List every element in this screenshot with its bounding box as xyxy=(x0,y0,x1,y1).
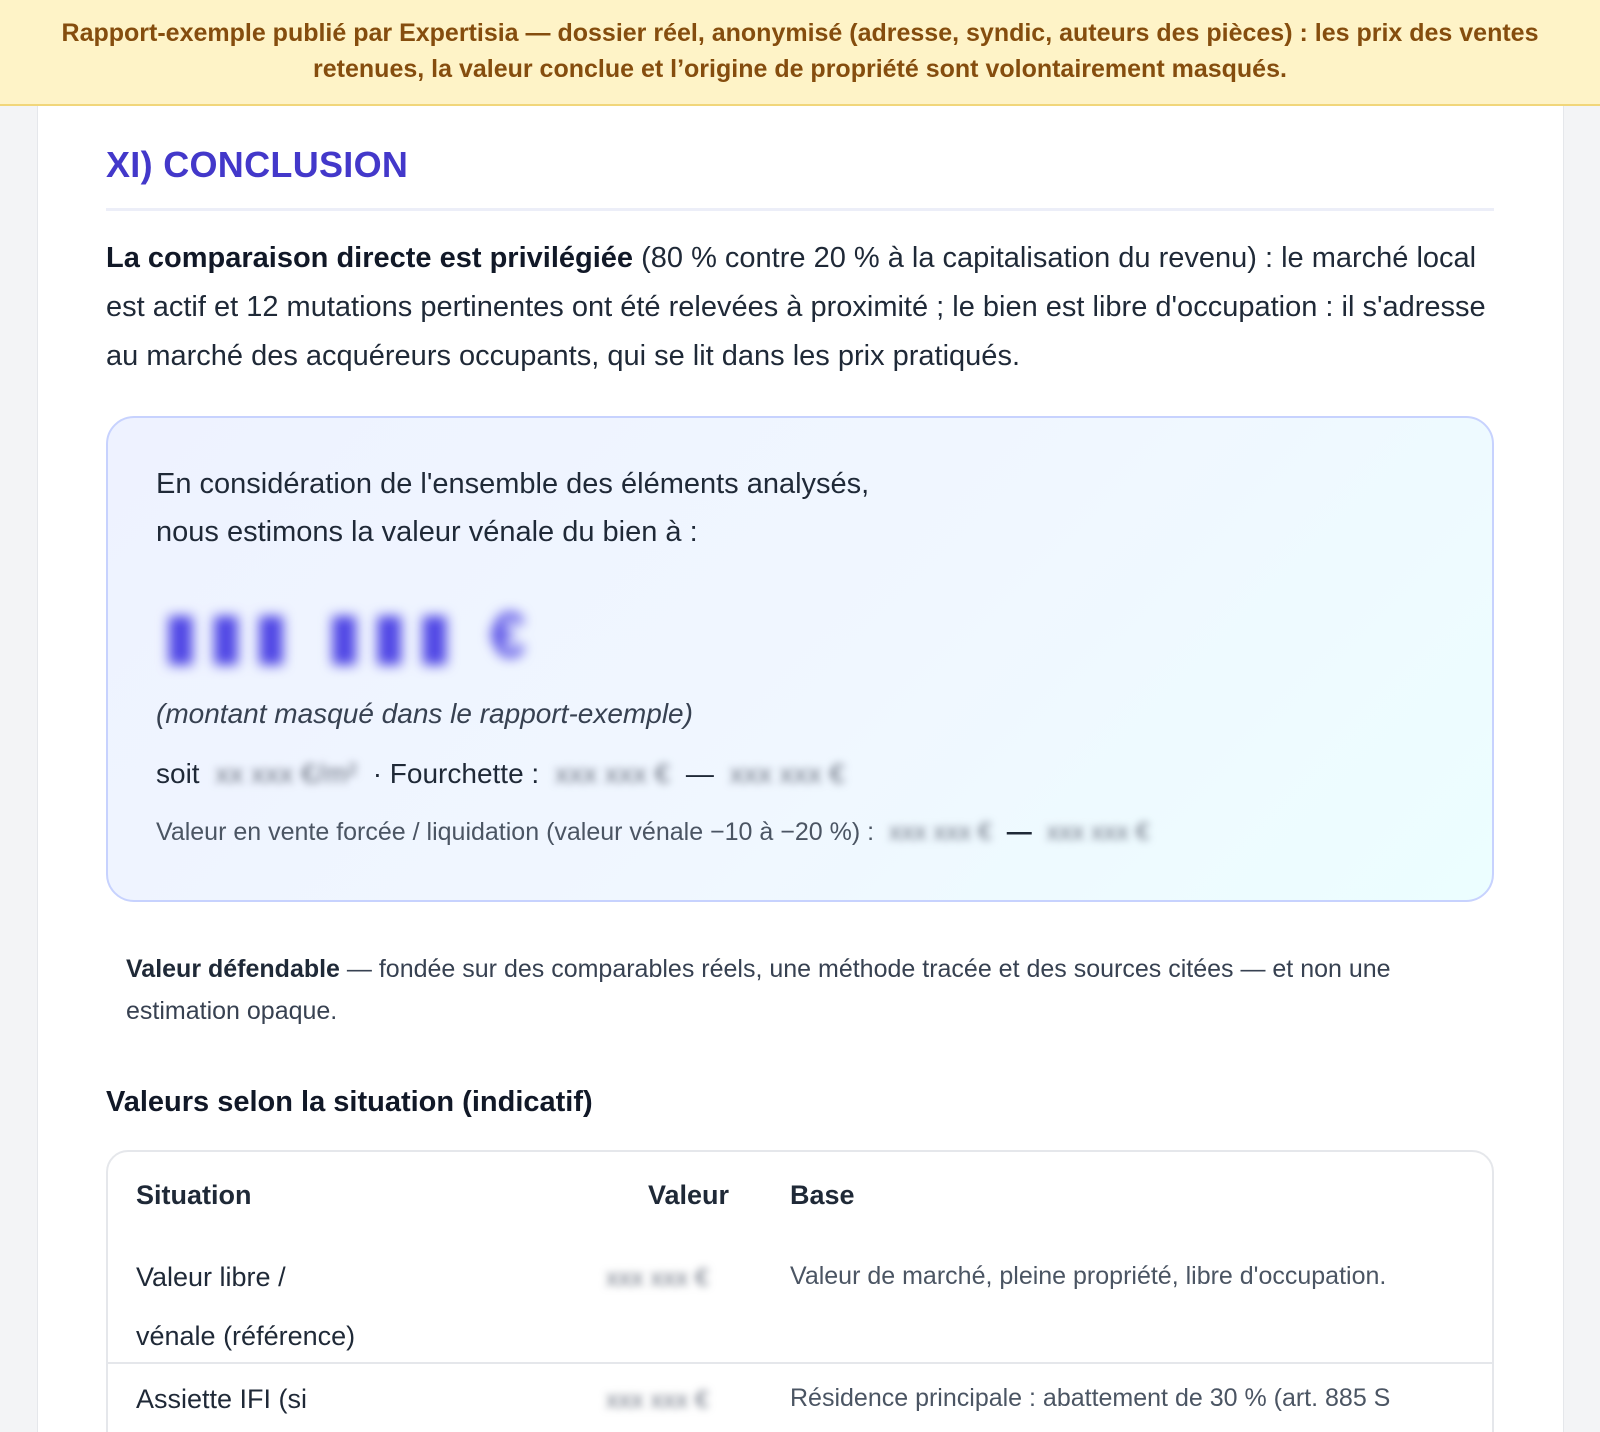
table-row-2-situation: Assiette IFI (si xyxy=(136,1384,308,1414)
row-1-valeur-masked: xxx xxx € xyxy=(606,1264,709,1292)
price-per-sqm-line xyxy=(156,758,853,790)
valuation-box xyxy=(106,416,1494,902)
forced-low-masked: xxx xxx € xyxy=(889,818,992,846)
fourchette-high-masked: xxx xxx € xyxy=(729,758,845,789)
situations-table xyxy=(106,1150,1494,1432)
fourchette-label: · Fourchette : xyxy=(372,758,540,789)
forced-sale-line xyxy=(156,818,1158,847)
soit-label: soit xyxy=(156,758,200,789)
defendable-rest: — fondée sur des comparables réels, une méthode tracée et des sources citées — et non une estimation opaque. xyxy=(126,955,1391,1025)
forced-high-masked: xxx xxx € xyxy=(1046,818,1150,846)
row-1-situation-line-1: Valeur libre / xyxy=(136,1262,286,1292)
forced-dash: — xyxy=(1006,818,1032,846)
fourchette-dash: — xyxy=(685,758,714,789)
title-divider xyxy=(106,208,1494,211)
defendable-bold: Valeur défendable xyxy=(126,955,340,983)
intro-rest: (80 % contre 20 % à la capitalisation du revenu) : le marché local est actif et 12 mutations pertinentes ont été relevées à proximité ; le bien est libre d'occupation : il s'adresse au marché des acquéreurs occupants, qui se lit dans les prix pratiqués. xyxy=(106,242,1486,372)
intro-bold: La comparaison directe est privilégiée xyxy=(106,242,634,274)
banner-text: Rapport-exemple publié par Expertisia — dossier réel, anonymisé (adresse, syndic, auteurs des pièces) : les prix des ventes retenues, la valeur conclue et l’origine de propriété sont volontairement masqués. xyxy=(61,19,1539,83)
row-divider xyxy=(108,1362,1492,1364)
fourchette-low-masked: xxx xxx € xyxy=(555,758,671,789)
row-1-base: Valeur de marché, pleine propriété, libre d'occupation. xyxy=(790,1262,1387,1290)
table-row-1-situation xyxy=(136,1248,355,1366)
defendable-note xyxy=(126,948,1466,1032)
valuation-line-2: nous estimons la valeur vénale du bien à : xyxy=(156,516,698,548)
situations-title: Valeurs selon la situation (indicatif) xyxy=(106,1086,593,1118)
header-situation: Situation xyxy=(136,1180,252,1210)
price-per-sqm-masked: xx xxx €/m² xyxy=(215,758,357,789)
row-2-valeur-masked: xxx xxx € xyxy=(606,1386,709,1414)
valuation-amount-masked: ▮▮▮ ▮▮▮ € xyxy=(163,599,536,671)
row-1-situation-line-2: vénale (référence) xyxy=(136,1321,356,1351)
intro-paragraph xyxy=(106,234,1501,381)
report-page xyxy=(37,106,1564,1432)
row-2-base: Résidence principale : abattement de 30 % (art. 885 S xyxy=(790,1384,1391,1412)
header-valeur: Valeur xyxy=(648,1180,730,1210)
forced-sale-label: Valeur en vente forcée / liquidation (valeur vénale −10 à −20 %) : xyxy=(156,818,875,846)
anonymization-banner xyxy=(0,0,1600,106)
header-base: Base xyxy=(790,1180,855,1210)
masked-amount-note: (montant masqué dans le rapport-exemple) xyxy=(156,698,693,729)
section-title: XI) CONCLUSION xyxy=(106,144,409,185)
valuation-line-1: En considération de l'ensemble des éléments analysés, xyxy=(156,468,870,500)
